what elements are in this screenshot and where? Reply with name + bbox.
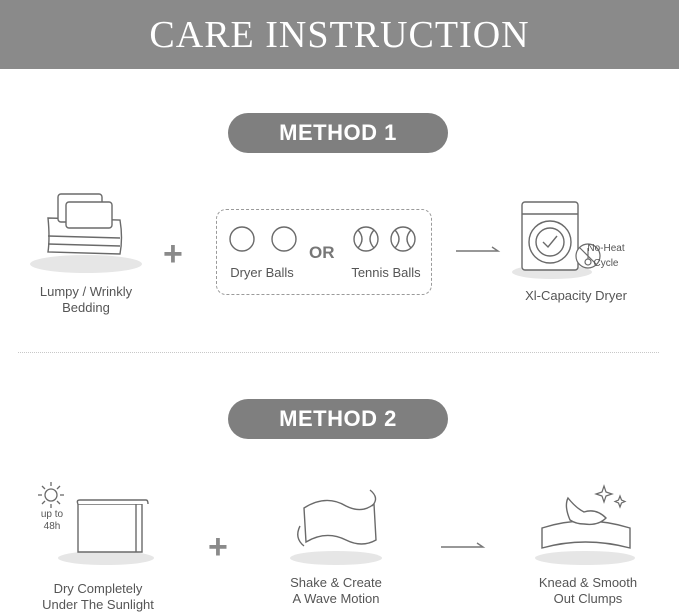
towel-icon [56,496,160,570]
arrow-icon-2 [441,542,485,552]
page-title: CARE INSTRUCTION [149,13,530,56]
method-1-heading: METHOD 1 [228,113,448,153]
plus-icon-2: + [208,528,228,566]
sun-duration-label: up to 48h [40,509,64,532]
sparkle-icon [596,486,630,512]
or-label: OR [309,243,335,262]
bedding-icon [28,188,144,278]
knead-label: Knead & Smooth Out Clumps [538,575,638,606]
wave-label: Shake & Create A Wave Motion [290,575,382,606]
tennis-ball-icon [353,226,425,254]
section-divider [18,352,659,353]
arrow-icon [456,246,500,256]
dryer-label: Xl-Capacity Dryer [525,288,627,303]
sunlight-label: Dry Completely Under The Sunlight [42,581,154,612]
no-heat-label: No-Heat Cycle [587,243,625,269]
title-banner [0,0,679,69]
dryer-balls-label: Dryer Balls [230,265,294,280]
tennis-balls-label: Tennis Balls [351,265,421,280]
plus-icon: + [163,235,183,273]
dryer-ball-icon [229,226,301,254]
method-2-heading: METHOD 2 [228,399,448,439]
wave-icon [286,486,386,570]
bedding-label: Lumpy / Wrinkly Bedding [39,284,133,315]
